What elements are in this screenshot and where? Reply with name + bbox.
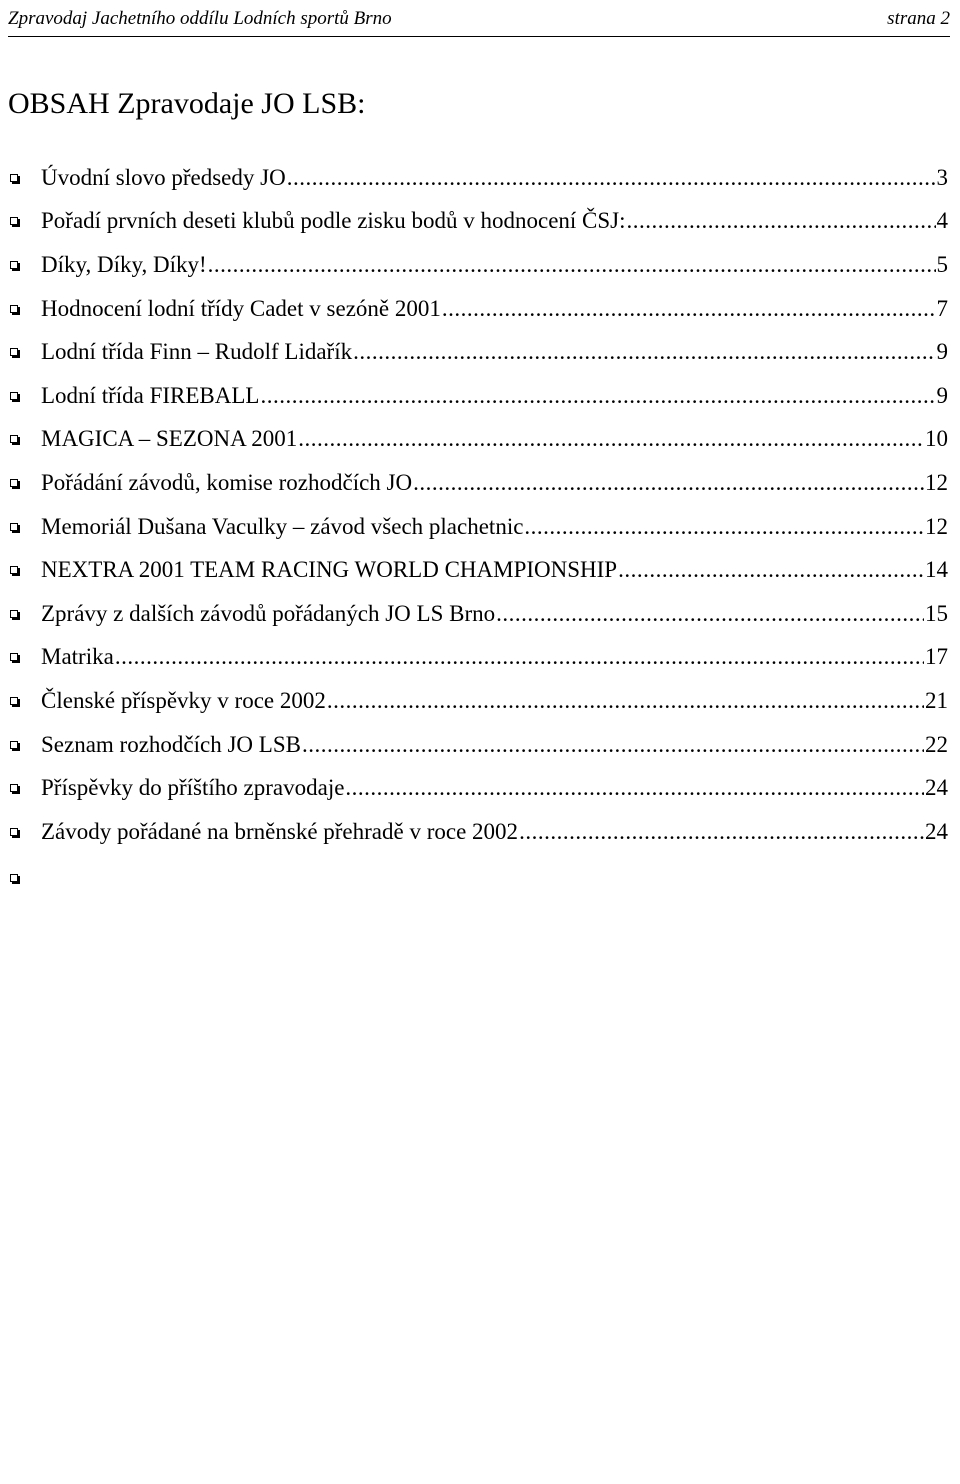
dot-leader xyxy=(115,642,924,672)
dot-leader xyxy=(208,250,936,280)
toc-entry-title: Příspěvky do příštího zpravodaje xyxy=(41,775,345,801)
toc-entry-page: 21 xyxy=(925,687,948,713)
toc-entry-page: 9 xyxy=(936,382,948,408)
dot-leader xyxy=(618,555,924,585)
toc-entry-title: Pořádání závodů, komise rozhodčích JO xyxy=(41,469,413,495)
dot-leader xyxy=(302,730,924,760)
toc-entry-title: Seznam rozhodčích JO LSB xyxy=(41,731,301,757)
dot-leader xyxy=(260,381,935,411)
dot-leader xyxy=(496,599,924,629)
toc-entry[interactable] xyxy=(8,200,950,244)
dot-leader xyxy=(524,512,924,542)
dot-leader xyxy=(345,773,924,803)
toc-entry[interactable] xyxy=(8,374,950,418)
toc-entry[interactable] xyxy=(8,461,950,505)
toc-entry[interactable] xyxy=(8,418,950,462)
toc-entry[interactable] xyxy=(8,287,950,331)
toc-entry-title: NEXTRA 2001 TEAM RACING WORLD CHAMPIONSHIP xyxy=(41,557,618,583)
toc-entry-page: 4 xyxy=(936,208,948,234)
page-label: strana 2 xyxy=(887,8,950,29)
checkbox-bullet-icon xyxy=(10,874,18,882)
toc-entry[interactable] xyxy=(8,636,950,680)
checkbox-bullet-icon xyxy=(10,566,18,574)
checkbox-bullet-icon xyxy=(10,610,18,618)
page-title: OBSAH Zpravodaje JO LSB: xyxy=(8,87,366,120)
toc-entry[interactable] xyxy=(8,592,950,636)
checkbox-bullet-icon xyxy=(10,828,18,836)
dot-leader xyxy=(627,206,936,236)
toc-entry[interactable] xyxy=(8,156,950,200)
toc-entry-title: Členské příspěvky v roce 2002 xyxy=(41,687,326,713)
toc-entry[interactable] xyxy=(8,766,950,810)
toc-entry-title: Pořadí prvních deseti klubů podle zisku bodů v hodnocení ČSJ: xyxy=(41,208,626,234)
toc-entry-title: Úvodní slovo předsedy JO xyxy=(41,164,286,190)
table-of-contents xyxy=(8,156,950,854)
checkbox-bullet-icon xyxy=(10,741,18,749)
dot-leader xyxy=(287,163,936,193)
toc-entry[interactable] xyxy=(8,548,950,592)
toc-entry-page: 24 xyxy=(925,775,948,801)
toc-entry-title: MAGICA – SEZONA 2001 xyxy=(41,426,298,452)
toc-entry-page: 14 xyxy=(925,557,948,583)
page-header xyxy=(8,2,950,37)
checkbox-bullet-icon xyxy=(10,435,18,443)
toc-entry-page: 15 xyxy=(925,600,948,626)
toc-entry-title: Matrika xyxy=(41,644,114,670)
dot-leader xyxy=(353,337,935,367)
checkbox-bullet-icon xyxy=(10,217,18,225)
checkbox-bullet-icon xyxy=(10,479,18,487)
checkbox-bullet-icon xyxy=(10,653,18,661)
toc-entry-page: 24 xyxy=(925,818,948,844)
toc-entry-title: Memoriál Dušana Vaculky – závod všech plachetnic xyxy=(41,513,524,539)
checkbox-bullet-icon xyxy=(10,784,18,792)
dot-leader xyxy=(327,686,924,716)
toc-entry-page: 7 xyxy=(936,295,948,321)
toc-entry-title: Zprávy z dalších závodů pořádaných JO LS Brno xyxy=(41,600,496,626)
empty-toc-entry xyxy=(8,858,41,898)
checkbox-bullet-icon xyxy=(10,305,18,313)
checkbox-bullet-icon xyxy=(10,697,18,705)
checkbox-bullet-icon xyxy=(10,392,18,400)
checkbox-bullet-icon xyxy=(10,523,18,531)
toc-entry[interactable] xyxy=(8,679,950,723)
toc-entry[interactable] xyxy=(8,723,950,767)
toc-entry-page: 12 xyxy=(925,513,948,539)
checkbox-bullet-icon xyxy=(10,348,18,356)
dot-leader xyxy=(519,817,924,847)
dot-leader xyxy=(413,468,924,498)
toc-entry-title: Závody pořádané na brněnské přehradě v roce 2002 xyxy=(41,818,519,844)
publication-name: Zpravodaj Jachetního oddílu Lodních sportů Brno xyxy=(8,8,392,29)
toc-entry-page: 5 xyxy=(936,251,948,277)
checkbox-bullet-icon xyxy=(10,174,18,182)
toc-entry-page: 12 xyxy=(925,469,948,495)
checkbox-bullet-icon xyxy=(10,261,18,269)
dot-leader xyxy=(298,424,924,454)
toc-entry-title: Lodní třída Finn – Rudolf Lidařík xyxy=(41,339,353,365)
toc-entry[interactable] xyxy=(8,330,950,374)
toc-entry-page: 10 xyxy=(925,426,948,452)
toc-entry[interactable] xyxy=(8,810,950,854)
dot-leader xyxy=(442,294,936,324)
toc-entry-page: 17 xyxy=(925,644,948,670)
toc-entry-title: Hodnocení lodní třídy Cadet v sezóně 2001 xyxy=(41,295,441,321)
toc-entry[interactable] xyxy=(8,243,950,287)
toc-entry-page: 3 xyxy=(936,164,948,190)
toc-entry-title: Díky, Díky, Díky! xyxy=(41,251,207,277)
toc-entry[interactable] xyxy=(8,505,950,549)
toc-entry-page: 9 xyxy=(936,339,948,365)
toc-entry-title: Lodní třída FIREBALL xyxy=(41,382,260,408)
toc-entry-page: 22 xyxy=(925,731,948,757)
